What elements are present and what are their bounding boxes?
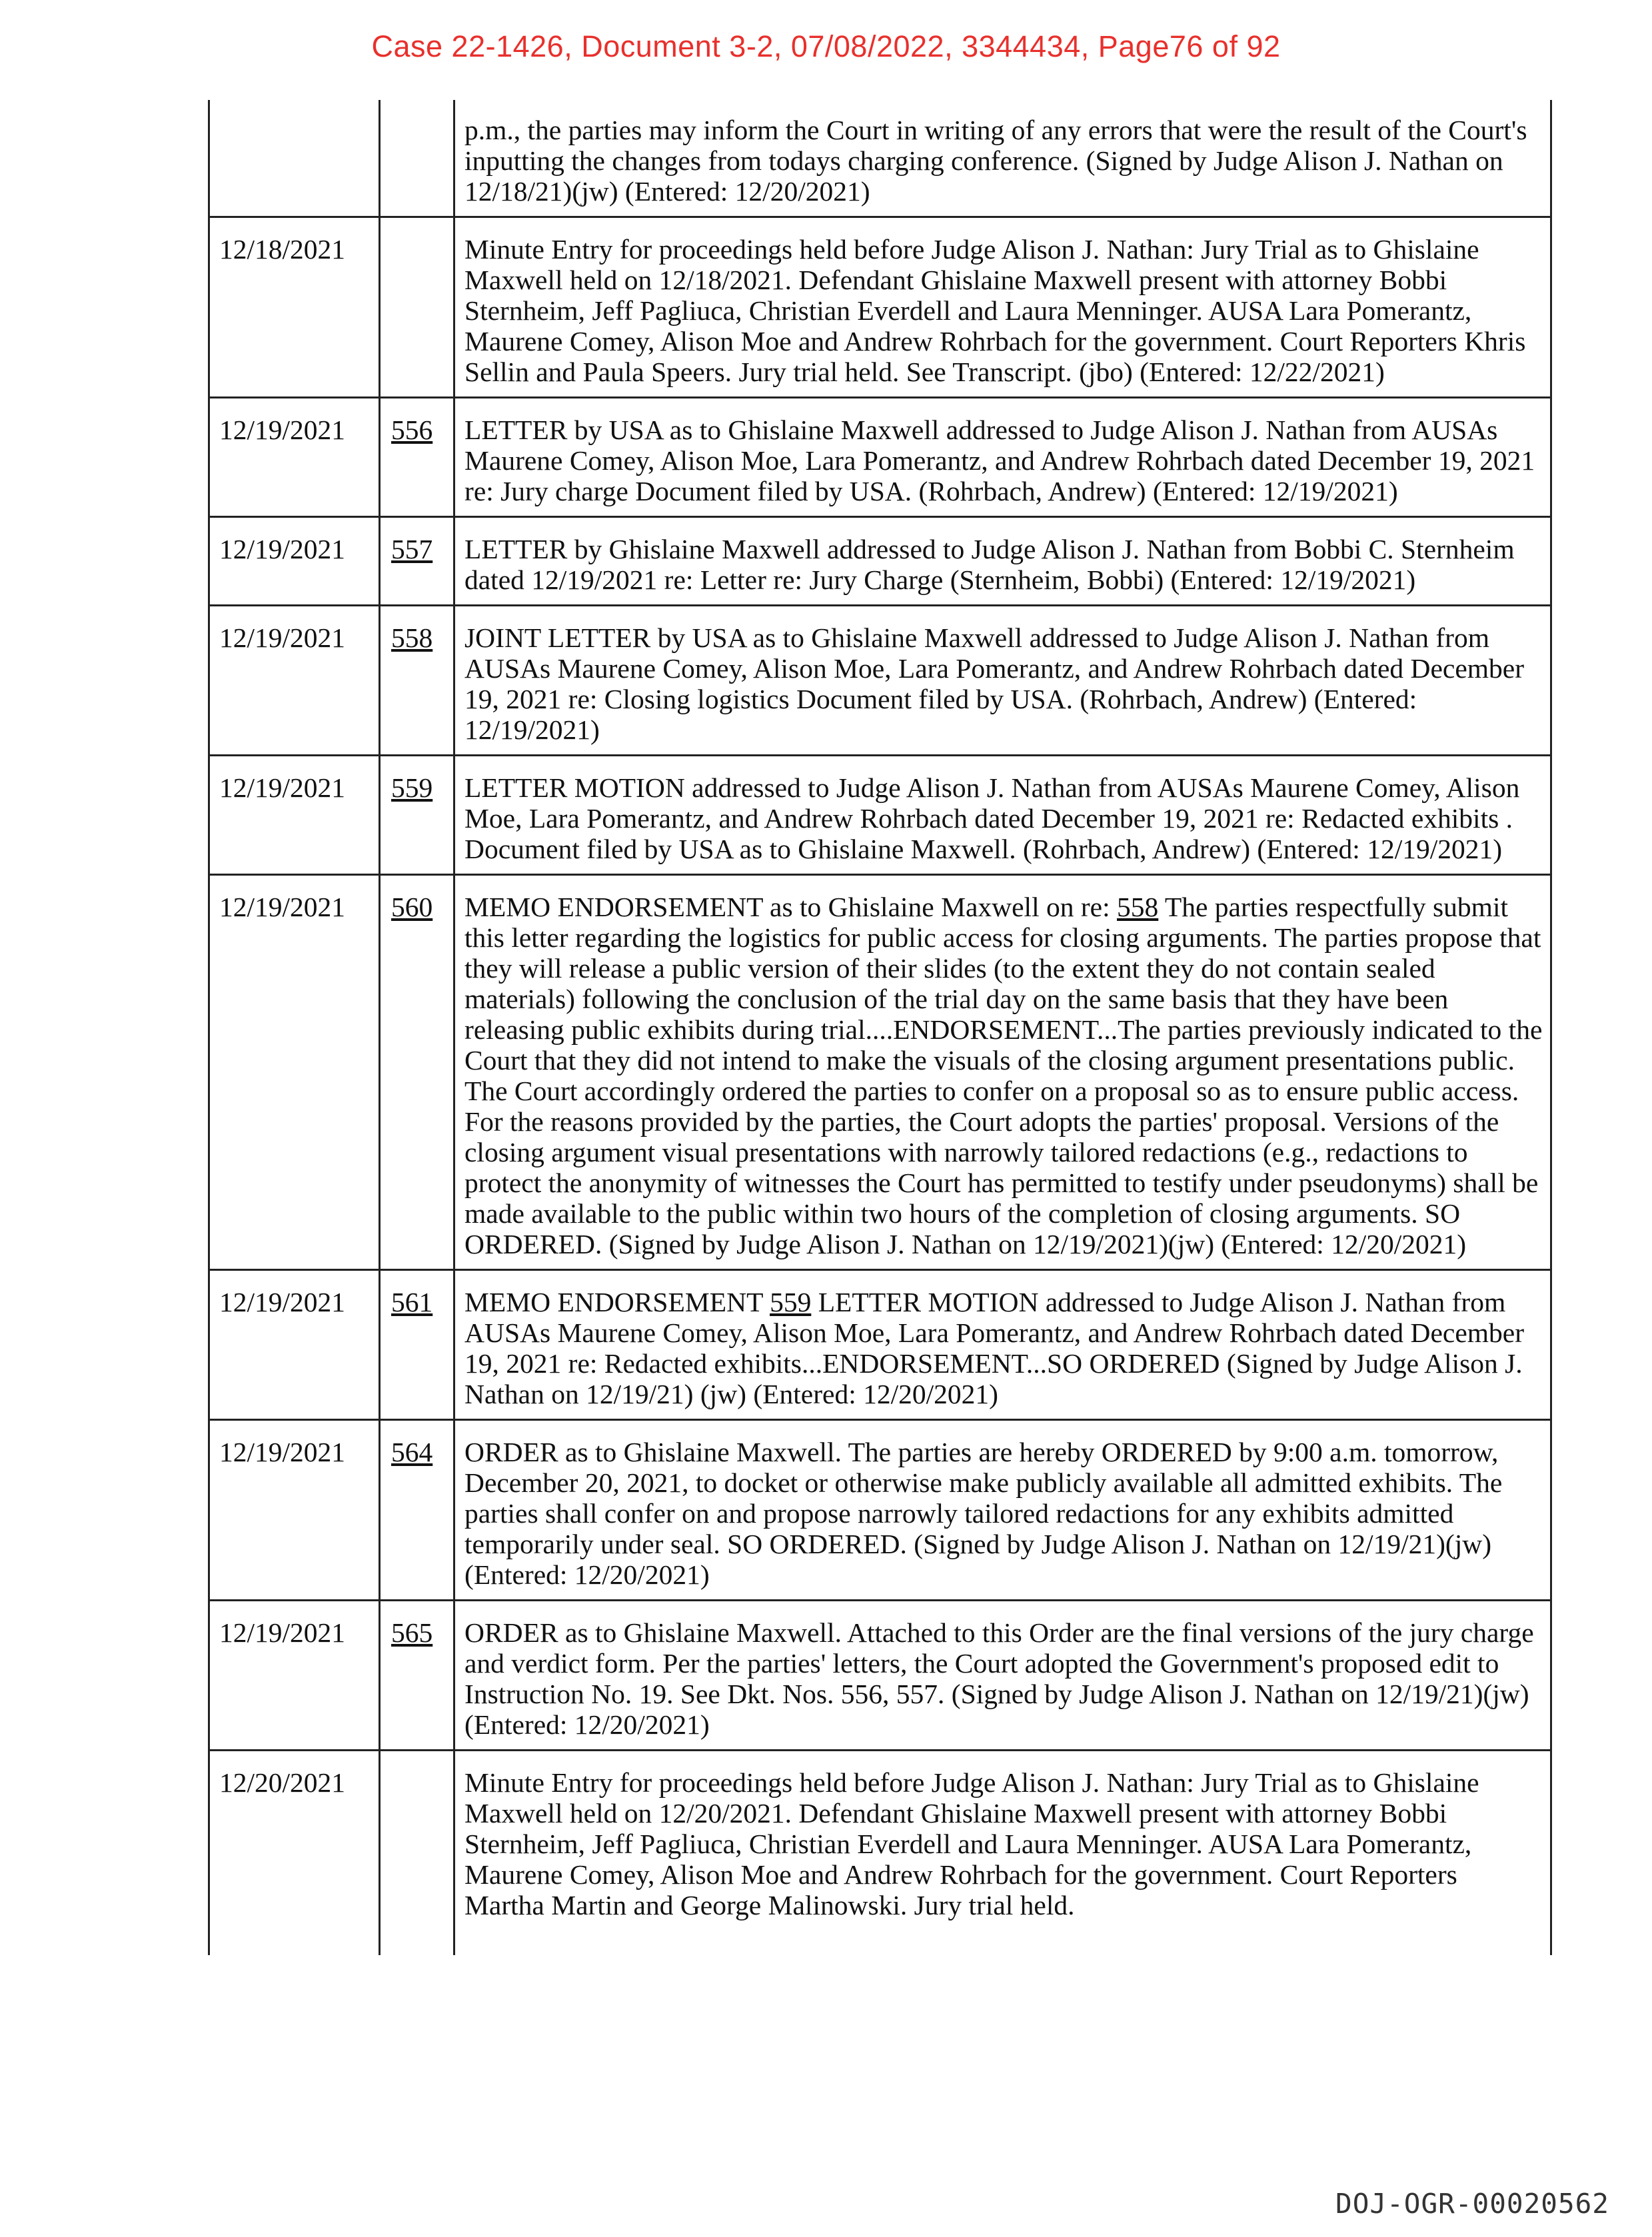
entry-number-link[interactable]: 561 [380, 1270, 454, 1420]
entry-text: ORDER as to Ghislaine Maxwell. Attached to this Order are the final versions of the jury charge and verdict form. Per the parties' letters, the Court adopted the Government's proposed edit to Instruction No. 19. See Dkt. Nos. 556, 557. (Signed by Judge Alison J. Nathan on 12/19/21)(jw) (Entered: 12/20/2021) [454, 1601, 1551, 1751]
entry-text: LETTER MOTION addressed to Judge Alison J. Nathan from AUSAs Maurene Comey, Alison Moe, Lara Pomerantz, and Andrew Rohrbach dated December 19, 2021 re: Redacted exhibits . Document filed by USA as to Ghislaine Maxwell. (Rohrbach, Andrew) (Entered: 12/19/2021) [454, 756, 1551, 875]
entry-date [209, 100, 380, 217]
entry-text: Minute Entry for proceedings held before Judge Alison J. Nathan: Jury Trial as to Ghislaine Maxwell held on 12/18/2021. Defendant Ghislaine Maxwell present with attorney Bobbi Sternheim, Jeff Pagliuca, Christian Everdell and Laura Menninger. AUSA Lara Pomerantz, Maurene Comey, Alison Moe and Andrew Rohrbach for the government. Court Reporters Khris Sellin and Paula Speers. Jury trial held. See Transcript. (jbo) (Entered: 12/22/2021) [454, 217, 1551, 398]
entry-number-link[interactable]: 558 [380, 606, 454, 756]
docket-row [209, 1751, 1551, 1930]
docket-row [209, 1420, 1551, 1601]
entry-date: 12/19/2021 [209, 756, 380, 875]
table-tail [209, 1930, 1551, 1955]
entry-number-link[interactable]: 560 [380, 875, 454, 1270]
docket-row [209, 217, 1551, 398]
column-rule [209, 1930, 380, 1955]
entry-text: ORDER as to Ghislaine Maxwell. The parties are hereby ORDERED by 9:00 a.m. tomorrow, December 20, 2021, to docket or otherwise make publicly available all admitted exhibits. The parties shall confer on and propose narrowly tailored redactions for any exhibits admitted temporarily under seal. SO ORDERED. (Signed by Judge Alison J. Nathan on 12/19/21)(jw) (Entered: 12/20/2021) [454, 1420, 1551, 1601]
entry-date: 12/19/2021 [209, 1601, 380, 1751]
entry-date: 12/18/2021 [209, 217, 380, 398]
column-rule [454, 1930, 1551, 1955]
entry-date: 12/19/2021 [209, 517, 380, 606]
entry-text: MEMO ENDORSEMENT as to Ghislaine Maxwell on re: 558 The parties respectfully submit this letter regarding the logistics for public access for closing arguments. The parties propose that they will release a public version of their slides (to the extent they do not contain sealed materials) following the conclusion of the trial day on the same basis that they have been releasing public exhibits during trial....ENDORSEMENT...The parties previously indicated to the Court that they did not intend to make the visuals of the closing argument presentations public. The Court accordingly ordered the parties to confer on a proposal so as to ensure public access. For the reasons provided by the parties, the Court adopts the parties' proposal. Versions of the closing argument visual presentations with narrowly tailored redactions (e.g., redactions to protect the anonymity of witnesses the Court has permitted to testify under pseudonyms) shall be made available to the public within two hours of the completion of closing arguments. SO ORDERED. (Signed by Judge Alison J. Nathan on 12/19/2021)(jw) (Entered: 12/20/2021) [454, 875, 1551, 1270]
entry-number-link[interactable]: 564 [380, 1420, 454, 1601]
docket-row [209, 100, 1551, 217]
docket-reference-link[interactable]: 559 [770, 1287, 812, 1317]
entry-text: MEMO ENDORSEMENT 559 LETTER MOTION addressed to Judge Alison J. Nathan from AUSAs Maurene Comey, Alison Moe, Lara Pomerantz, and Andrew Rohrbach dated December 19, 2021 re: Redacted exhibits...ENDORSEMENT...SO ORDERED (Signed by Judge Alison J. Nathan on 12/19/21) (jw) (Entered: 12/20/2021) [454, 1270, 1551, 1420]
entry-date: 12/19/2021 [209, 398, 380, 517]
docket-row [209, 517, 1551, 606]
docket-row [209, 1270, 1551, 1420]
entry-number [380, 1751, 454, 1930]
docket-row [209, 1601, 1551, 1751]
entry-text: LETTER by USA as to Ghislaine Maxwell addressed to Judge Alison J. Nathan from AUSAs Maurene Comey, Alison Moe, Lara Pomerantz, and Andrew Rohrbach dated December 19, 2021 re: Jury charge Document filed by USA. (Rohrbach, Andrew) (Entered: 12/19/2021) [454, 398, 1551, 517]
entry-number-link[interactable]: 565 [380, 1601, 454, 1751]
docket-row [209, 875, 1551, 1270]
entry-date: 12/19/2021 [209, 1420, 380, 1601]
entry-date: 12/20/2021 [209, 1751, 380, 1930]
docket-row [209, 756, 1551, 875]
entry-date: 12/19/2021 [209, 875, 380, 1270]
docket-row [209, 398, 1551, 517]
entry-number [380, 217, 454, 398]
entry-number-link[interactable]: 559 [380, 756, 454, 875]
entry-text: JOINT LETTER by USA as to Ghislaine Maxwell addressed to Judge Alison J. Nathan from AUSAs Maurene Comey, Alison Moe, Lara Pomerantz, and Andrew Rohrbach dated December 19, 2021 re: Closing logistics Document filed by USA. (Rohrbach, Andrew) (Entered: 12/19/2021) [454, 606, 1551, 756]
docket-table [208, 100, 1552, 1955]
entry-number-link[interactable]: 557 [380, 517, 454, 606]
docket-reference-link[interactable]: 558 [1117, 892, 1159, 922]
case-header: Case 22-1426, Document 3-2, 07/08/2022, 3344434, Page76 of 92 [371, 29, 1281, 63]
entry-date: 12/19/2021 [209, 606, 380, 756]
entry-date: 12/19/2021 [209, 1270, 380, 1420]
column-rule [380, 1930, 454, 1955]
entry-text: LETTER by Ghislaine Maxwell addressed to Judge Alison J. Nathan from Bobbi C. Sternheim dated 12/19/2021 re: Letter re: Jury Charge (Sternheim, Bobbi) (Entered: 12/19/2021) [454, 517, 1551, 606]
entry-text: Minute Entry for proceedings held before Judge Alison J. Nathan: Jury Trial as to Ghislaine Maxwell held on 12/20/2021. Defendant Ghislaine Maxwell present with attorney Bobbi Sternheim, Jeff Pagliuca, Christian Everdell and Laura Menninger. AUSA Lara Pomerantz, Maurene Comey, Alison Moe and Andrew Rohrbach for the government. Court Reporters Martha Martin and George Malinowski. Jury trial held. [454, 1751, 1551, 1930]
bates-number: DOJ-OGR-00020562 [1335, 2188, 1609, 2220]
entry-number [380, 100, 454, 217]
docket-row [209, 606, 1551, 756]
entry-text: p.m., the parties may inform the Court in writing of any errors that were the result of the Court's inputting the changes from todays charging conference. (Signed by Judge Alison J. Nathan on 12/18/21)(jw) (Entered: 12/20/2021) [454, 100, 1551, 217]
entry-number-link[interactable]: 556 [380, 398, 454, 517]
